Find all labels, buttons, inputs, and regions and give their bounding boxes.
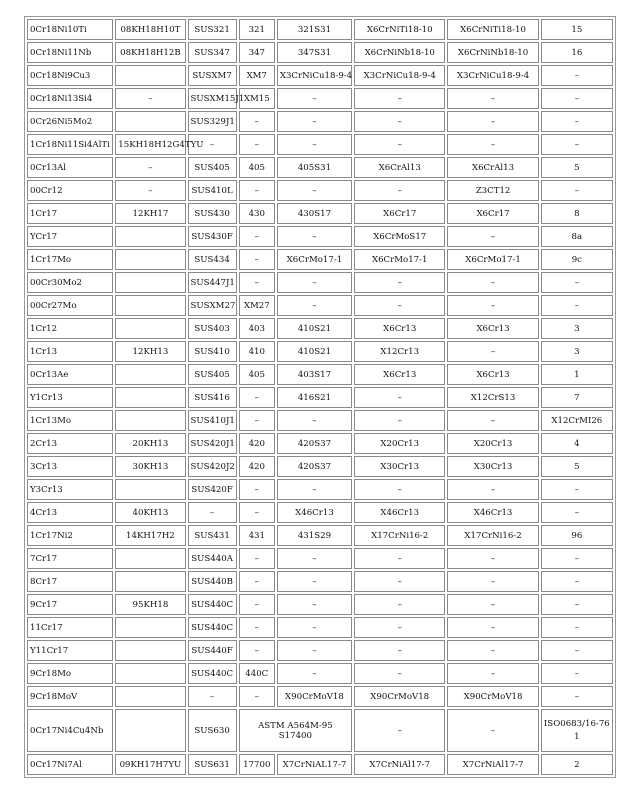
bs-cell: X46Cr13 <box>277 502 352 523</box>
gost-cell <box>115 571 185 592</box>
table-row <box>27 754 613 775</box>
iso-cell: 9c <box>541 249 613 270</box>
bs-cell: 410S21 <box>277 341 352 362</box>
bs-cell: – <box>277 295 352 316</box>
aisi-cell: 17700 <box>239 754 275 775</box>
aisi-cell: 347 <box>239 42 275 63</box>
bs-cell: X3CrNiCu18-9-4 <box>277 65 352 86</box>
en-cell: – <box>447 341 538 362</box>
aisi-cell: – <box>239 134 275 155</box>
gost-cell: 40KH13 <box>115 502 185 523</box>
bs-cell: – <box>277 134 352 155</box>
en-cell: X12CrS13 <box>447 387 538 408</box>
table-row <box>27 433 613 454</box>
jis-cell: SUS420J1 <box>188 433 237 454</box>
table-row <box>27 548 613 569</box>
din-cell: – <box>354 663 445 684</box>
bs-cell: 431S29 <box>277 525 352 546</box>
iso-cell: – <box>541 663 613 684</box>
din-cell: – <box>354 617 445 638</box>
grade-cell: 1Cr17 <box>27 203 113 224</box>
en-cell: – <box>447 663 538 684</box>
iso-cell: 15 <box>541 19 613 40</box>
aisi-cell: – <box>239 111 275 132</box>
din-cell: X12Cr13 <box>354 341 445 362</box>
en-cell: X3CrNiCu18-9-4 <box>447 65 538 86</box>
grade-cell: YCr17 <box>27 226 113 247</box>
din-cell: – <box>447 709 538 752</box>
en-cell: – <box>447 88 538 109</box>
table-row <box>27 318 613 339</box>
jis-cell: SUS440F <box>188 640 237 661</box>
iso-cell: 3 <box>541 341 613 362</box>
jis-cell: – <box>188 134 237 155</box>
en-cell: X46Cr13 <box>447 502 538 523</box>
grade-cell: 0Cr26Ni5Mo2 <box>27 111 113 132</box>
en-cell: – <box>447 640 538 661</box>
gost-cell: 09KH17H7YU <box>115 754 185 775</box>
iso-cell: – <box>541 111 613 132</box>
jis-cell: SUS410J1 <box>188 410 237 431</box>
grade-cell: 1Cr12 <box>27 318 113 339</box>
gost-cell: 15KH18H12G4TYU <box>115 134 185 155</box>
aisi-cell: 405 <box>239 157 275 178</box>
en-cell: Z3CT12 <box>447 180 538 201</box>
jis-cell: SUS403 <box>188 318 237 339</box>
gost-cell <box>115 686 185 707</box>
jis-cell: SUS440C <box>188 663 237 684</box>
din-cell: X20Cr13 <box>354 433 445 454</box>
table-row <box>27 249 613 270</box>
grade-cell: 4Cr13 <box>27 502 113 523</box>
bs-cell: 347S31 <box>277 42 352 63</box>
table-row <box>27 364 613 385</box>
table-row <box>27 180 613 201</box>
table-row <box>27 686 613 707</box>
gost-cell <box>115 479 185 500</box>
bs-cell: X7CrNiAL17-7 <box>277 754 352 775</box>
din-cell: – <box>354 111 445 132</box>
gost-cell <box>115 548 185 569</box>
grade-cell: Y11Cr17 <box>27 640 113 661</box>
iso-cell: – <box>541 88 613 109</box>
bs-cell: – <box>277 594 352 615</box>
en-cell: X90CrMoV18 <box>447 686 538 707</box>
din-cell: X6CrNiTi18-10 <box>354 19 445 40</box>
bs-cell: – <box>277 410 352 431</box>
grade-cell: 9Cr17 <box>27 594 113 615</box>
iso-cell: 4 <box>541 433 613 454</box>
aisi-cell: XM27 <box>239 295 275 316</box>
grade-cell: 9Cr18Mo <box>27 663 113 684</box>
grade-cell: 1Cr13Mo <box>27 410 113 431</box>
table-row <box>27 525 613 546</box>
jis-cell: SUS440C <box>188 617 237 638</box>
table-row <box>27 341 613 362</box>
gost-cell <box>115 364 185 385</box>
aisi-cell: 405 <box>239 364 275 385</box>
en-cell: X6CrAl13 <box>447 157 538 178</box>
bs-cell: 420S37 <box>277 433 352 454</box>
bs-cell: – <box>277 180 352 201</box>
din-cell: X6CrMo17-1 <box>354 249 445 270</box>
en-cell: X6Cr13 <box>447 318 538 339</box>
en-cell: X7CrNiAl17-7 <box>447 754 538 775</box>
jis-cell: SUS434 <box>188 249 237 270</box>
iso-cell: X12CrMI26 <box>541 410 613 431</box>
bs-cell: – <box>277 548 352 569</box>
gost-cell <box>115 640 185 661</box>
aisi-cell: – <box>239 410 275 431</box>
gost-cell <box>115 65 185 86</box>
table-body <box>27 19 613 707</box>
jis-cell: SUS410 <box>188 341 237 362</box>
gost-cell <box>115 410 185 431</box>
aisi-cell: – <box>239 640 275 661</box>
grade-cell: 0Cr17Ni7Al <box>27 754 113 775</box>
gost-cell: – <box>115 88 185 109</box>
jis-cell: SUS329J1 <box>188 111 237 132</box>
din-cell: X6CrNiNb18-10 <box>354 42 445 63</box>
bs-cell: 420S37 <box>277 456 352 477</box>
bs-cell: X6CrMo17-1 <box>277 249 352 270</box>
bs-cell: 416S21 <box>277 387 352 408</box>
table-row <box>27 640 613 661</box>
en-cell: – <box>447 571 538 592</box>
iso-cell: – <box>541 180 613 201</box>
din-cell: – <box>354 272 445 293</box>
aisi-cell: 420 <box>239 456 275 477</box>
aisi-cell: – <box>239 387 275 408</box>
table-body-tail <box>27 709 613 775</box>
grade-cell: 1Cr13 <box>27 341 113 362</box>
iso-cell: – <box>541 640 613 661</box>
gost-cell <box>115 111 185 132</box>
aisi-cell: – <box>239 226 275 247</box>
grade-cell: 9Cr18MoV <box>27 686 113 707</box>
grade-cell: 0Cr18Ni9Cu3 <box>27 65 113 86</box>
jis-cell: SUS440B <box>188 571 237 592</box>
din-cell: X46Cr13 <box>354 502 445 523</box>
table-row <box>27 594 613 615</box>
en-cell: – <box>447 226 538 247</box>
grade-cell: 0Cr18Ni11Nb <box>27 42 113 63</box>
en-cell: X6Cr13 <box>447 364 538 385</box>
table-row <box>27 157 613 178</box>
jis-cell: SUSXM7 <box>188 65 237 86</box>
aisi-cell: – <box>239 571 275 592</box>
iso-cell: – <box>541 548 613 569</box>
table-row <box>27 226 613 247</box>
table-row <box>27 272 613 293</box>
iso-cell: – <box>541 65 613 86</box>
grade-cell: Y3Cr13 <box>27 479 113 500</box>
aisi-cell: 440C <box>239 663 275 684</box>
aisi-cell: – <box>239 617 275 638</box>
table-row <box>27 295 613 316</box>
jis-cell: – <box>188 686 237 707</box>
iso-cell: – <box>541 617 613 638</box>
aisi-cell: – <box>239 479 275 500</box>
table-row <box>27 111 613 132</box>
din-cell: X17CrNi16-2 <box>354 525 445 546</box>
din-cell: X6Cr17 <box>354 203 445 224</box>
gost-cell <box>115 318 185 339</box>
aisi-cell: – <box>239 686 275 707</box>
gost-cell: 08KH18H12B <box>115 42 185 63</box>
jis-cell: SUS410L <box>188 180 237 201</box>
bs-cell: X90CrMoV18 <box>277 686 352 707</box>
din-cell: X6CrAl13 <box>354 157 445 178</box>
en-cell: X6Cr17 <box>447 203 538 224</box>
iso-cell: 5 <box>541 157 613 178</box>
gost-cell: 30KH13 <box>115 456 185 477</box>
iso-cell: – <box>541 571 613 592</box>
din-cell: X6Cr13 <box>354 364 445 385</box>
gost-cell <box>115 663 185 684</box>
gost-cell <box>115 387 185 408</box>
din-cell: – <box>354 180 445 201</box>
grade-cell: Y1Cr13 <box>27 387 113 408</box>
table-row <box>27 663 613 684</box>
bs-cell: 321S31 <box>277 19 352 40</box>
din-cell: – <box>354 410 445 431</box>
din-cell: X7CrNiAl17-7 <box>354 754 445 775</box>
din-cell: – <box>354 479 445 500</box>
iso-cell: 5 <box>541 456 613 477</box>
grade-cell: 0Cr13Ae <box>27 364 113 385</box>
en-cell: – <box>447 548 538 569</box>
table-row <box>27 479 613 500</box>
gost-cell: 20KH13 <box>115 433 185 454</box>
bs-cell: 403S17 <box>277 364 352 385</box>
en-cell: – <box>447 617 538 638</box>
jis-cell: SUS440A <box>188 548 237 569</box>
table-row <box>27 42 613 63</box>
en-cell: – <box>447 134 538 155</box>
aisi-cell: – <box>239 272 275 293</box>
table-row <box>27 134 613 155</box>
aisi-cell: – <box>239 548 275 569</box>
bs-cell: – <box>277 617 352 638</box>
gost-cell: 08KH18H10T <box>115 19 185 40</box>
iso-cell: ISO0683/16-76 1 <box>541 709 613 752</box>
iso-cell: – <box>541 686 613 707</box>
jis-cell: SUS347 <box>188 42 237 63</box>
iso-cell: – <box>541 502 613 523</box>
iso-cell: – <box>541 272 613 293</box>
aisi-cell: 420 <box>239 433 275 454</box>
gost-cell: 14KH17H2 <box>115 525 185 546</box>
table-row <box>27 709 613 752</box>
table-row <box>27 456 613 477</box>
jis-cell: SUSXM15J1 <box>188 88 237 109</box>
aisi-cell: 431 <box>239 525 275 546</box>
grade-cell: 2Cr13 <box>27 433 113 454</box>
iso-cell: – <box>541 479 613 500</box>
table-row <box>27 617 613 638</box>
grade-cell: 7Cr17 <box>27 548 113 569</box>
jis-cell: SUS630 <box>188 709 237 752</box>
gost-cell: – <box>115 180 185 201</box>
table-row <box>27 502 613 523</box>
bs-cell: 410S21 <box>277 318 352 339</box>
iso-cell: 7 <box>541 387 613 408</box>
aisi-cell: 430 <box>239 203 275 224</box>
jis-cell: SUS321 <box>188 19 237 40</box>
grade-cell: 00Cr30Mo2 <box>27 272 113 293</box>
din-cell: – <box>354 134 445 155</box>
jis-cell: SUS447J1 <box>188 272 237 293</box>
iso-cell: 96 <box>541 525 613 546</box>
table-row <box>27 88 613 109</box>
bs-cell: 405S31 <box>277 157 352 178</box>
bs-cell: – <box>277 571 352 592</box>
iso-cell: – <box>541 594 613 615</box>
din-cell: – <box>354 571 445 592</box>
grade-cell: 11Cr17 <box>27 617 113 638</box>
gost-cell <box>115 709 185 752</box>
gost-cell: 95KH18 <box>115 594 185 615</box>
grade-cell: 3Cr13 <box>27 456 113 477</box>
table-row <box>27 19 613 40</box>
iso-cell: 1 <box>541 364 613 385</box>
grade-cell: 0Cr18Ni13Si4 <box>27 88 113 109</box>
aisi-cell: XM15 <box>239 88 275 109</box>
bs-cell: 430S17 <box>277 203 352 224</box>
iso-cell: 16 <box>541 42 613 63</box>
en-cell: X6CrMo17-1 <box>447 249 538 270</box>
grade-cell: 0Cr13Al <box>27 157 113 178</box>
jis-cell: SUS416 <box>188 387 237 408</box>
en-cell: – <box>447 272 538 293</box>
jis-cell: SUS420J2 <box>188 456 237 477</box>
jis-cell: SUS430F <box>188 226 237 247</box>
table-row <box>27 571 613 592</box>
table-row <box>27 203 613 224</box>
table-row <box>27 387 613 408</box>
jis-cell: SUS420F <box>188 479 237 500</box>
jis-cell: SUS430 <box>188 203 237 224</box>
aisi-cell: 410 <box>239 341 275 362</box>
gost-cell: 12KH13 <box>115 341 185 362</box>
table-row <box>27 410 613 431</box>
aisi-cell: 321 <box>239 19 275 40</box>
bs-cell: – <box>354 709 445 752</box>
jis-cell: SUS405 <box>188 364 237 385</box>
grade-cell: 00Cr27Mo <box>27 295 113 316</box>
iso-cell: – <box>541 295 613 316</box>
gost-cell <box>115 249 185 270</box>
grade-cell: 0Cr17Ni4Cu4Nb <box>27 709 113 752</box>
iso-cell: 2 <box>541 754 613 775</box>
aisi-cell: XM7 <box>239 65 275 86</box>
din-cell: – <box>354 640 445 661</box>
iso-cell: 8a <box>541 226 613 247</box>
jis-cell: SUS405 <box>188 157 237 178</box>
en-cell: X6CrNiNb18-10 <box>447 42 538 63</box>
gost-cell <box>115 226 185 247</box>
bs-cell: – <box>277 479 352 500</box>
table-row <box>27 65 613 86</box>
din-cell: – <box>354 548 445 569</box>
grade-comparison-table-wrapper <box>24 16 616 778</box>
en-cell: X20Cr13 <box>447 433 538 454</box>
grade-cell: 8Cr17 <box>27 571 113 592</box>
din-cell: X6CrMoS17 <box>354 226 445 247</box>
en-cell: – <box>447 479 538 500</box>
gost-cell <box>115 617 185 638</box>
jis-cell: SUS631 <box>188 754 237 775</box>
bs-cell: – <box>277 272 352 293</box>
iso-cell: 8 <box>541 203 613 224</box>
din-cell: X90CrMoV18 <box>354 686 445 707</box>
bs-cell: – <box>277 640 352 661</box>
steel-grade-table <box>24 16 616 778</box>
bs-cell: – <box>277 111 352 132</box>
en-cell: X17CrNi16-2 <box>447 525 538 546</box>
din-cell: – <box>354 88 445 109</box>
en-cell: X6CrNiTi18-10 <box>447 19 538 40</box>
grade-cell: 1Cr17Mo <box>27 249 113 270</box>
en-cell: – <box>447 111 538 132</box>
aisi-cell: – <box>239 249 275 270</box>
aisi-cell: – <box>239 502 275 523</box>
din-cell: X6Cr13 <box>354 318 445 339</box>
grade-cell: 1Cr18Ni11Si4AlTi <box>27 134 113 155</box>
bs-cell: – <box>277 226 352 247</box>
en-cell: X30Cr13 <box>447 456 538 477</box>
gost-cell <box>115 272 185 293</box>
gost-cell: – <box>115 157 185 178</box>
din-cell: X3CrNiCu18-9-4 <box>354 65 445 86</box>
grade-cell: 0Cr18Ni10Ti <box>27 19 113 40</box>
gost-cell <box>115 295 185 316</box>
aisi-cell: 403 <box>239 318 275 339</box>
jis-cell: SUS440C <box>188 594 237 615</box>
iso-cell: – <box>541 134 613 155</box>
aisi-cell: – <box>239 594 275 615</box>
en-cell: – <box>447 295 538 316</box>
aisi-cell: – <box>239 180 275 201</box>
bs-cell: – <box>277 88 352 109</box>
jis-cell: SUS431 <box>188 525 237 546</box>
gost-cell: 12KH17 <box>115 203 185 224</box>
grade-cell: 1Cr17Ni2 <box>27 525 113 546</box>
din-cell: – <box>354 387 445 408</box>
jis-cell: SUSXM27 <box>188 295 237 316</box>
grade-cell: 00Cr12 <box>27 180 113 201</box>
en-cell: – <box>447 594 538 615</box>
din-cell: – <box>354 594 445 615</box>
din-cell: X30Cr13 <box>354 456 445 477</box>
iso-cell: 3 <box>541 318 613 339</box>
astm-cell: ASTM A564M-95 S17400 <box>239 709 352 752</box>
din-cell: – <box>354 295 445 316</box>
bs-cell: – <box>277 663 352 684</box>
jis-cell: – <box>188 502 237 523</box>
en-cell: – <box>447 410 538 431</box>
